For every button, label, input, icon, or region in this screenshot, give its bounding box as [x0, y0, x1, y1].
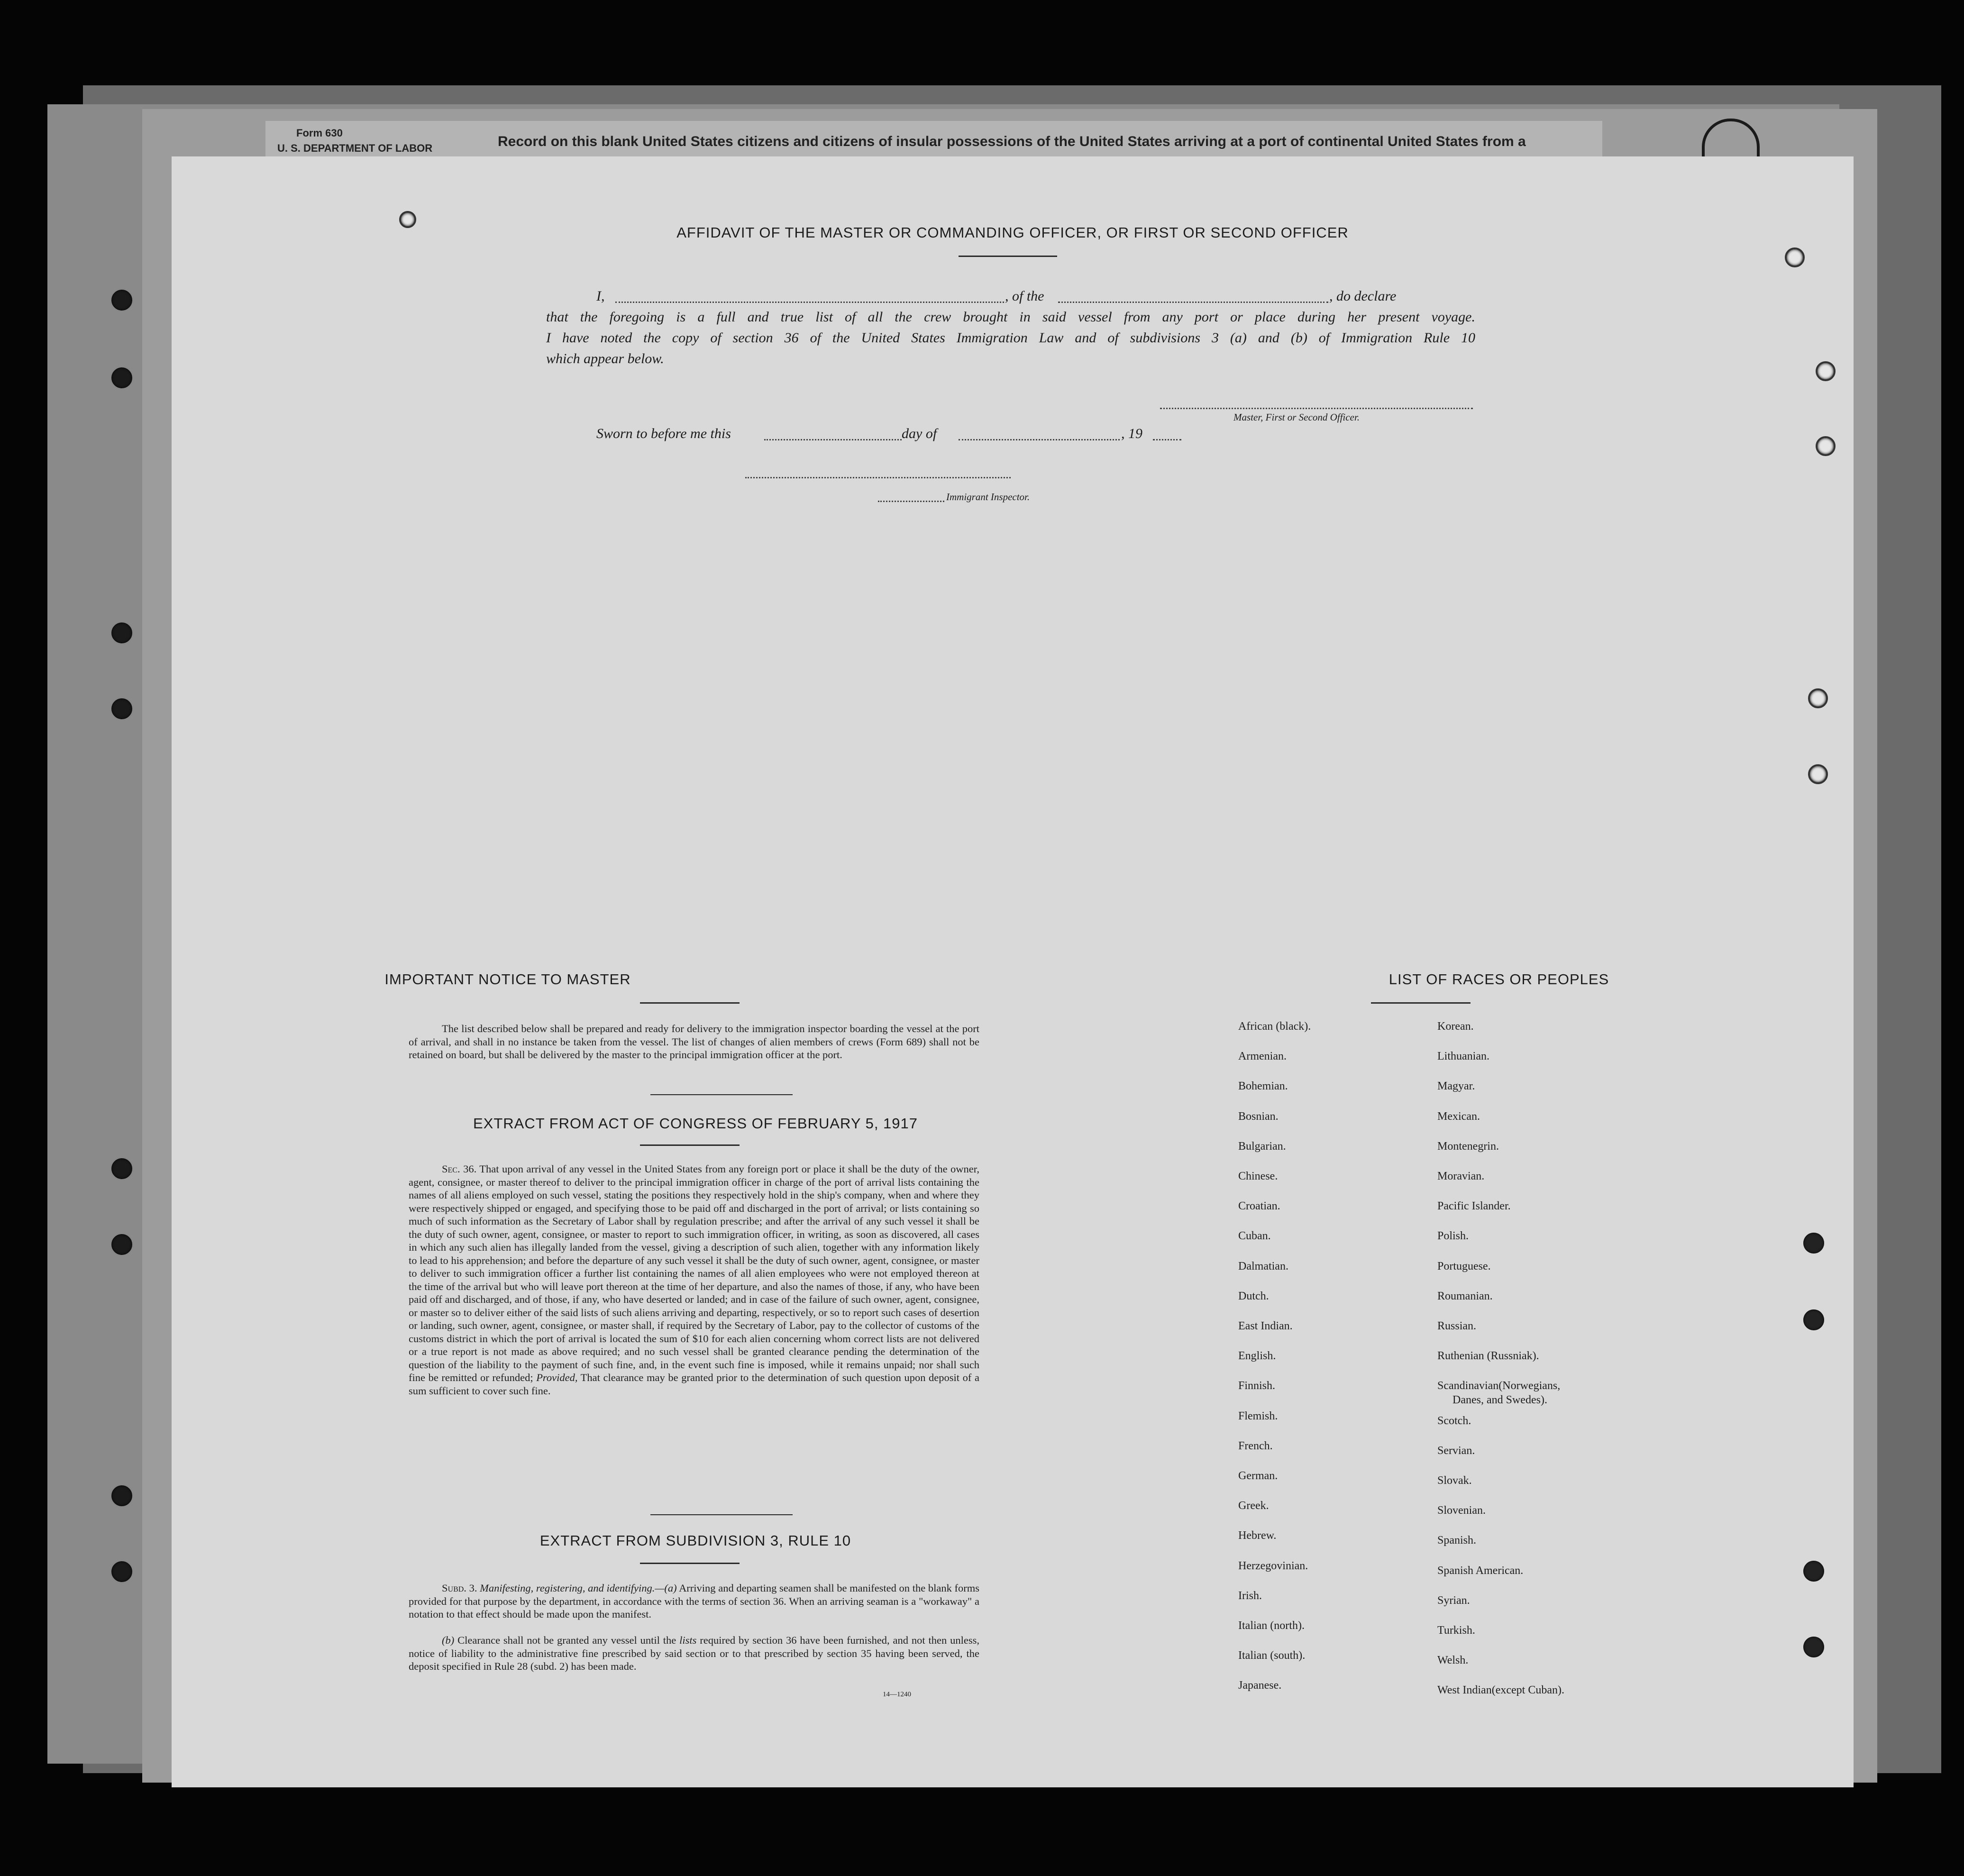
- subd-text-b1: Clearance shall not be granted any vessel until the: [457, 1634, 676, 1646]
- notice-title: IMPORTANT NOTICE TO MASTER: [384, 971, 631, 988]
- race-item: Italian (north).: [1238, 1620, 1305, 1632]
- affidavit-page: [172, 156, 1854, 1787]
- affidavit-title: AFFIDAVIT OF THE MASTER OR COMMANDING OFFICER, OR FIRST OR SECOND OFFICER: [676, 224, 1349, 241]
- race-item: Scotch.: [1437, 1414, 1471, 1427]
- affidavit-line-2: that the foregoing is a full and true list of all the crew brought in said vessel from any port or place during her present voyage.: [546, 309, 1475, 325]
- race-item: Herzegovinian.: [1238, 1559, 1308, 1572]
- extract-act-rule: [640, 1144, 740, 1146]
- race-item: Irish.: [1238, 1589, 1262, 1602]
- race-item: Mexican.: [1437, 1110, 1480, 1123]
- affidavit-of-the: , of the: [1005, 288, 1044, 304]
- race-item: Pacific Islander.: [1437, 1200, 1511, 1213]
- vessel-blank: [1058, 302, 1328, 303]
- race-item: Italian (south).: [1238, 1649, 1306, 1662]
- race-item: Flemish.: [1238, 1409, 1278, 1422]
- affidavit-pronoun: I,: [596, 288, 605, 304]
- binder-hole: [110, 1560, 134, 1583]
- race-item: West Indian(except Cuban).: [1437, 1684, 1564, 1697]
- race-item: Armenian.: [1238, 1050, 1287, 1063]
- inspector-caption: Immigrant Inspector.: [946, 491, 1030, 503]
- subd-title: Manifesting, registering, and identifying.—(a): [480, 1582, 677, 1594]
- binder-hole: [1803, 1561, 1824, 1582]
- binder-hole: [110, 697, 134, 721]
- extract-act-separator: [650, 1514, 793, 1515]
- race-item: Croatian.: [1238, 1200, 1280, 1213]
- race-item: Syrian.: [1437, 1594, 1470, 1607]
- month-blank: [959, 439, 1120, 440]
- race-item: Bohemian.: [1238, 1080, 1288, 1093]
- race-item: Hebrew.: [1238, 1529, 1277, 1542]
- extract-act-body: [409, 1162, 979, 1397]
- year-blank: [1153, 439, 1181, 440]
- extract-act-text-end: That clearance may be granted prior to the determination of such question upon deposit of a sum sufficient to cover such fine.: [409, 1372, 979, 1397]
- lists-word: lists: [679, 1634, 697, 1646]
- race-item: Roumanian.: [1437, 1290, 1493, 1302]
- race-item: Russian.: [1437, 1320, 1477, 1332]
- master-signature-line: [1160, 408, 1473, 409]
- binder-hole: [1803, 1233, 1824, 1254]
- race-item: Bosnian.: [1238, 1110, 1279, 1123]
- race-item: Spanish American.: [1437, 1564, 1524, 1577]
- inspector-signature-line: [745, 477, 1011, 478]
- day-of-text: day of: [902, 426, 937, 441]
- binder-hole: [1785, 247, 1805, 267]
- binder-hole: [1808, 688, 1828, 708]
- year-prefix: , 19: [1121, 426, 1142, 441]
- binder-hole: [110, 1233, 134, 1256]
- subd-text-b2: required by section 36 have been furnished, and not then unless, notice of liability to the administrative fine prescribed by said section or to that prescribed by section 35 having been served, the deposit specified in Rule 28 (subd. 2) has been made.: [409, 1634, 980, 1672]
- sworn-text: Sworn to before me this: [596, 426, 731, 441]
- race-item: Portuguese.: [1437, 1260, 1491, 1272]
- b-label: (b): [442, 1634, 455, 1646]
- race-item: Japanese.: [1238, 1679, 1282, 1692]
- binder-hole: [110, 288, 134, 312]
- inspector-leader: [878, 501, 944, 502]
- race-item: Montenegrin.: [1437, 1140, 1499, 1153]
- binder-hole: [110, 1484, 134, 1508]
- extract-act-text: That upon arrival of any vessel in the United States from any foreign port or place it shall be the duty of the owner, agent, consignee, or master thereof to deliver to the principal immigration officer in charge of the port of arrival lists containing the names of all aliens employed on such vessel, stating the positions they respectively hold in the ship's company, when and where they were respectively shipped or engaged, and specifying those to be paid off and discharged in the port of arrival; or lists containing so much of such information as the Secretary of Labor shall by regulation prescribe; and after the arrival of any such vessel it shall be the duty of such owner, agent, consignee, or master to report to such immigration officer, in writing, as soon as discovered, all cases in which any such alien has illegally landed from the vessel, giving a description of such alien, together with any information likely to lead to his apprehension; and before the departure of any such vessel it shall be the duty of such owner, agent, consignee, or master to deliver to such immigration officer a further list containing the names of all alien employees who were not employed thereon at the time of the arrival but who will leave port thereon at the time of her departure, and also the names of those, if any, who have been paid off and discharged, and of those, if any, who have deserted or landed; and in case of the failure of such owner, agent, consignee, or master so to deliver either of the said lists of such aliens arriving and departing, respectively, or so to report such cases of desertion or landing, such owner, agent, consignee, or master shall, if required by the Secretary of Labor, pay to the collector of customs of the customs district in which the port of arrival is located the sum of $10 for each alien concerning whom correct lists are not delivered or a true report is not made as above required; and no such vessel shall be granted clearance pending the determination of the question of the liability to the payment of such fine, and, in the event such fine is imposed, while it remains unpaid; nor shall such fine be remitted or refunded;: [409, 1163, 980, 1383]
- race-item: French.: [1238, 1439, 1273, 1452]
- race-item: Korean.: [1437, 1020, 1474, 1033]
- race-scandinavian-continued: Danes, and Swedes).: [1452, 1394, 1547, 1407]
- race-item: Servian.: [1437, 1444, 1475, 1457]
- race-item: Chinese.: [1238, 1170, 1278, 1182]
- race-item: East Indian.: [1238, 1320, 1293, 1332]
- race-item: Dutch.: [1238, 1290, 1269, 1302]
- subd-label: Subd. 3.: [442, 1582, 477, 1594]
- affidavit-do-declare: , do declare: [1329, 288, 1397, 304]
- race-item: English.: [1238, 1350, 1276, 1363]
- binder-hole: [1816, 436, 1836, 456]
- binder-hole: [1803, 1309, 1824, 1330]
- affidavit-line-3: I have noted the copy of section 36 of the United States Immigration Law and of subdivisions 3 (a) and (b) of Immigration Rule 10: [546, 330, 1475, 346]
- title-rule: [959, 256, 1057, 257]
- races-title: LIST OF RACES OR PEOPLES: [1389, 971, 1609, 988]
- sworn-day-blank: [764, 439, 902, 440]
- underlying-record-line: Record on this blank United States citizens and citizens of insular possessions of the United States arriving at a port of continental United States from a: [498, 134, 1526, 149]
- notice-rule: [640, 1002, 740, 1004]
- race-item: Slovenian.: [1437, 1504, 1486, 1517]
- binder-hole: [1816, 361, 1836, 381]
- underlying-form-number: Form 630: [296, 127, 343, 139]
- race-item: African (black).: [1238, 1020, 1311, 1033]
- race-item: Moravian.: [1437, 1170, 1485, 1182]
- provided-word: Provided,: [536, 1372, 578, 1383]
- race-item: Greek.: [1238, 1500, 1269, 1512]
- race-item: Cuban.: [1238, 1230, 1271, 1243]
- race-item: Lithuanian.: [1437, 1050, 1489, 1063]
- extract-act-title: EXTRACT FROM ACT OF CONGRESS OF FEBRUARY 5, 1917: [473, 1115, 918, 1132]
- notice-separator: [650, 1094, 793, 1095]
- race-item: Turkish.: [1437, 1624, 1475, 1637]
- race-item: Scandinavian(Norwegians,: [1437, 1380, 1561, 1392]
- extract-rule-title: EXTRACT FROM SUBDIVISION 3, RULE 10: [539, 1532, 851, 1549]
- extract-rule-body-b: [409, 1634, 979, 1673]
- master-caption: Master, First or Second Officer.: [1233, 412, 1360, 423]
- race-item: Welsh.: [1437, 1654, 1469, 1667]
- extract-rule-body-a: [409, 1582, 979, 1621]
- race-item: German.: [1238, 1470, 1278, 1482]
- race-item: Magyar.: [1437, 1080, 1475, 1093]
- races-rule: [1371, 1002, 1471, 1004]
- binder-hole: [1803, 1637, 1824, 1657]
- race-item: Slovak.: [1437, 1474, 1472, 1487]
- name-blank: [615, 302, 1004, 303]
- race-item: Dalmatian.: [1238, 1260, 1288, 1272]
- underlying-department: U. S. DEPARTMENT OF LABOR: [277, 142, 433, 154]
- binder-hole: [110, 1157, 134, 1181]
- subd-text-a: Arriving and departing seamen shall be manifested on the blank forms provided for that purpose by the department, in accordance with the terms of section 36. When an arriving seaman is a "workaway" a notation to that effect should be made upon the manifest.: [409, 1582, 980, 1620]
- sec-label: Sec. 36.: [442, 1163, 477, 1175]
- binder-hole: [110, 366, 134, 390]
- race-item: Ruthenian (Russniak).: [1437, 1350, 1539, 1363]
- print-code: 14—1240: [883, 1691, 911, 1698]
- binder-hole: [1808, 764, 1828, 784]
- binder-hole: [110, 621, 134, 645]
- extract-rule-rule: [640, 1563, 740, 1564]
- race-item: Bulgarian.: [1238, 1140, 1286, 1153]
- notice-text: The list described below shall be prepared and ready for delivery to the immigration inspector boarding the vessel at the port of arrival, and shall in no instance be taken from the vessel. The list of changes of alien members of crews (Form 689) shall not be retained on board, but shall be delivered by the master to the principal immigration officer at the port.: [409, 1023, 979, 1061]
- affidavit-line-4: which appear below.: [546, 351, 664, 366]
- race-item: Finnish.: [1238, 1380, 1276, 1392]
- race-item: Polish.: [1437, 1230, 1469, 1243]
- race-item: Spanish.: [1437, 1534, 1477, 1547]
